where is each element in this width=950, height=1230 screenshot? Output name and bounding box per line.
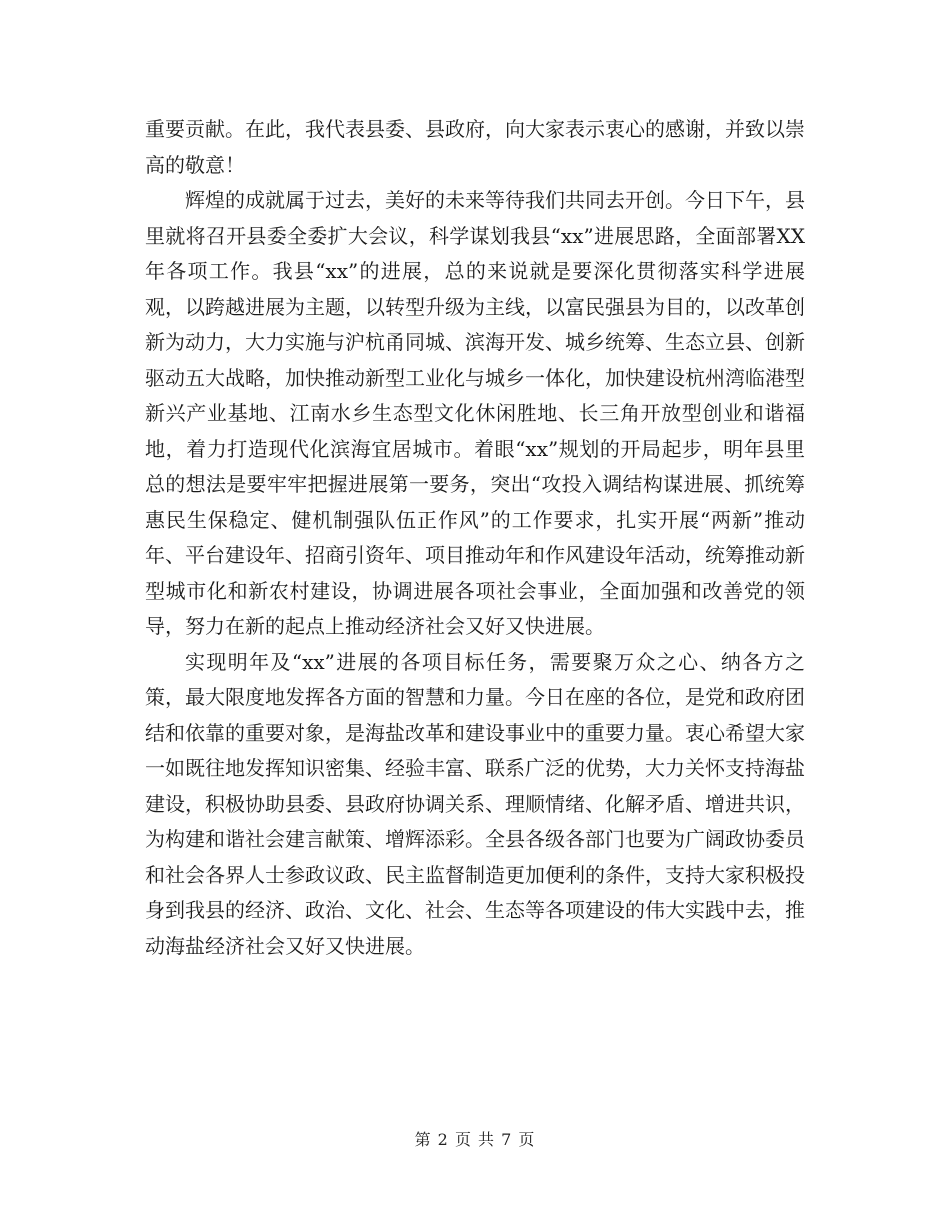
paragraph-goals: 实现明年及“xx”进展的各项目标任务，需要聚万众之心、纳各方之策，最大限度地发挥各方面的智慧和力量。今日在座的各位，是党和政府团结和依靠的重要对象，是海盐改革和建设事业中的重要力量。衷心希望大家一如既往地发挥知识密集、经验丰富、联系广泛的优势，大力关怀支持海盐建设，积极协助县委、县政府协调关系、理顺情绪、化解矛盾、增进共识，为构建和谐社会建言献策、增辉添彩。全县各级各部门也要为广阔政协委员和社会各界人士参政议政、民主监督制造更加便利的条件，支持大家积极投身到我县的经济、政治、文化、社会、生态等各项建设的伟大实践中去，推动海盐经济社会又好又快进展。 <box>145 649 805 958</box>
page-number-footer: 第 2 页 共 7 页 <box>414 1130 536 1149</box>
document-body <box>145 112 805 964</box>
paragraph-continuation: 重要贡献。在此，我代表县委、县政府，向大家表示衷心的感谢，并致以崇高的敬意！ <box>145 117 805 177</box>
paragraph-achievements: 辉煌的成就属于过去，美好的未来等待我们共同去开创。今日下午，县里就将召开县委全委扩大会议，科学谋划我县“xx”进展思路，全面部署XX年各项工作。我县“xx”的进展，总的来说就是要深化贯彻落实科学进展观，以跨越进展为主题，以转型升级为主线，以富民强县为目的，以改革创新为动力，大力实施与沪杭甬同城、滨海开发、城乡统筹、生态立县、创新驱动五大战略，加快推动新型工业化与城乡一体化，加快建设杭州湾临港型新兴产业基地、江南水乡生态型文化休闲胜地、长三角开放型创业和谐福地，着力打造现代化滨海宜居城市。着眼“xx”规划的开局起步，明年县里总的想法是要牢牢把握进展第一要务，突出“攻投入调结构谋进展、抓统筹惠民生保稳定、健机制强队伍正作风”的工作要求，扎实开展“两新”推动年、平台建设年、招商引资年、项目推动年和作风建设年活动，统筹推动新型城市化和新农村建设，协调进展各项社会事业，全面加强和改善党的领导，努力在新的起点上推动经济社会又好又快进展。 <box>145 188 805 638</box>
